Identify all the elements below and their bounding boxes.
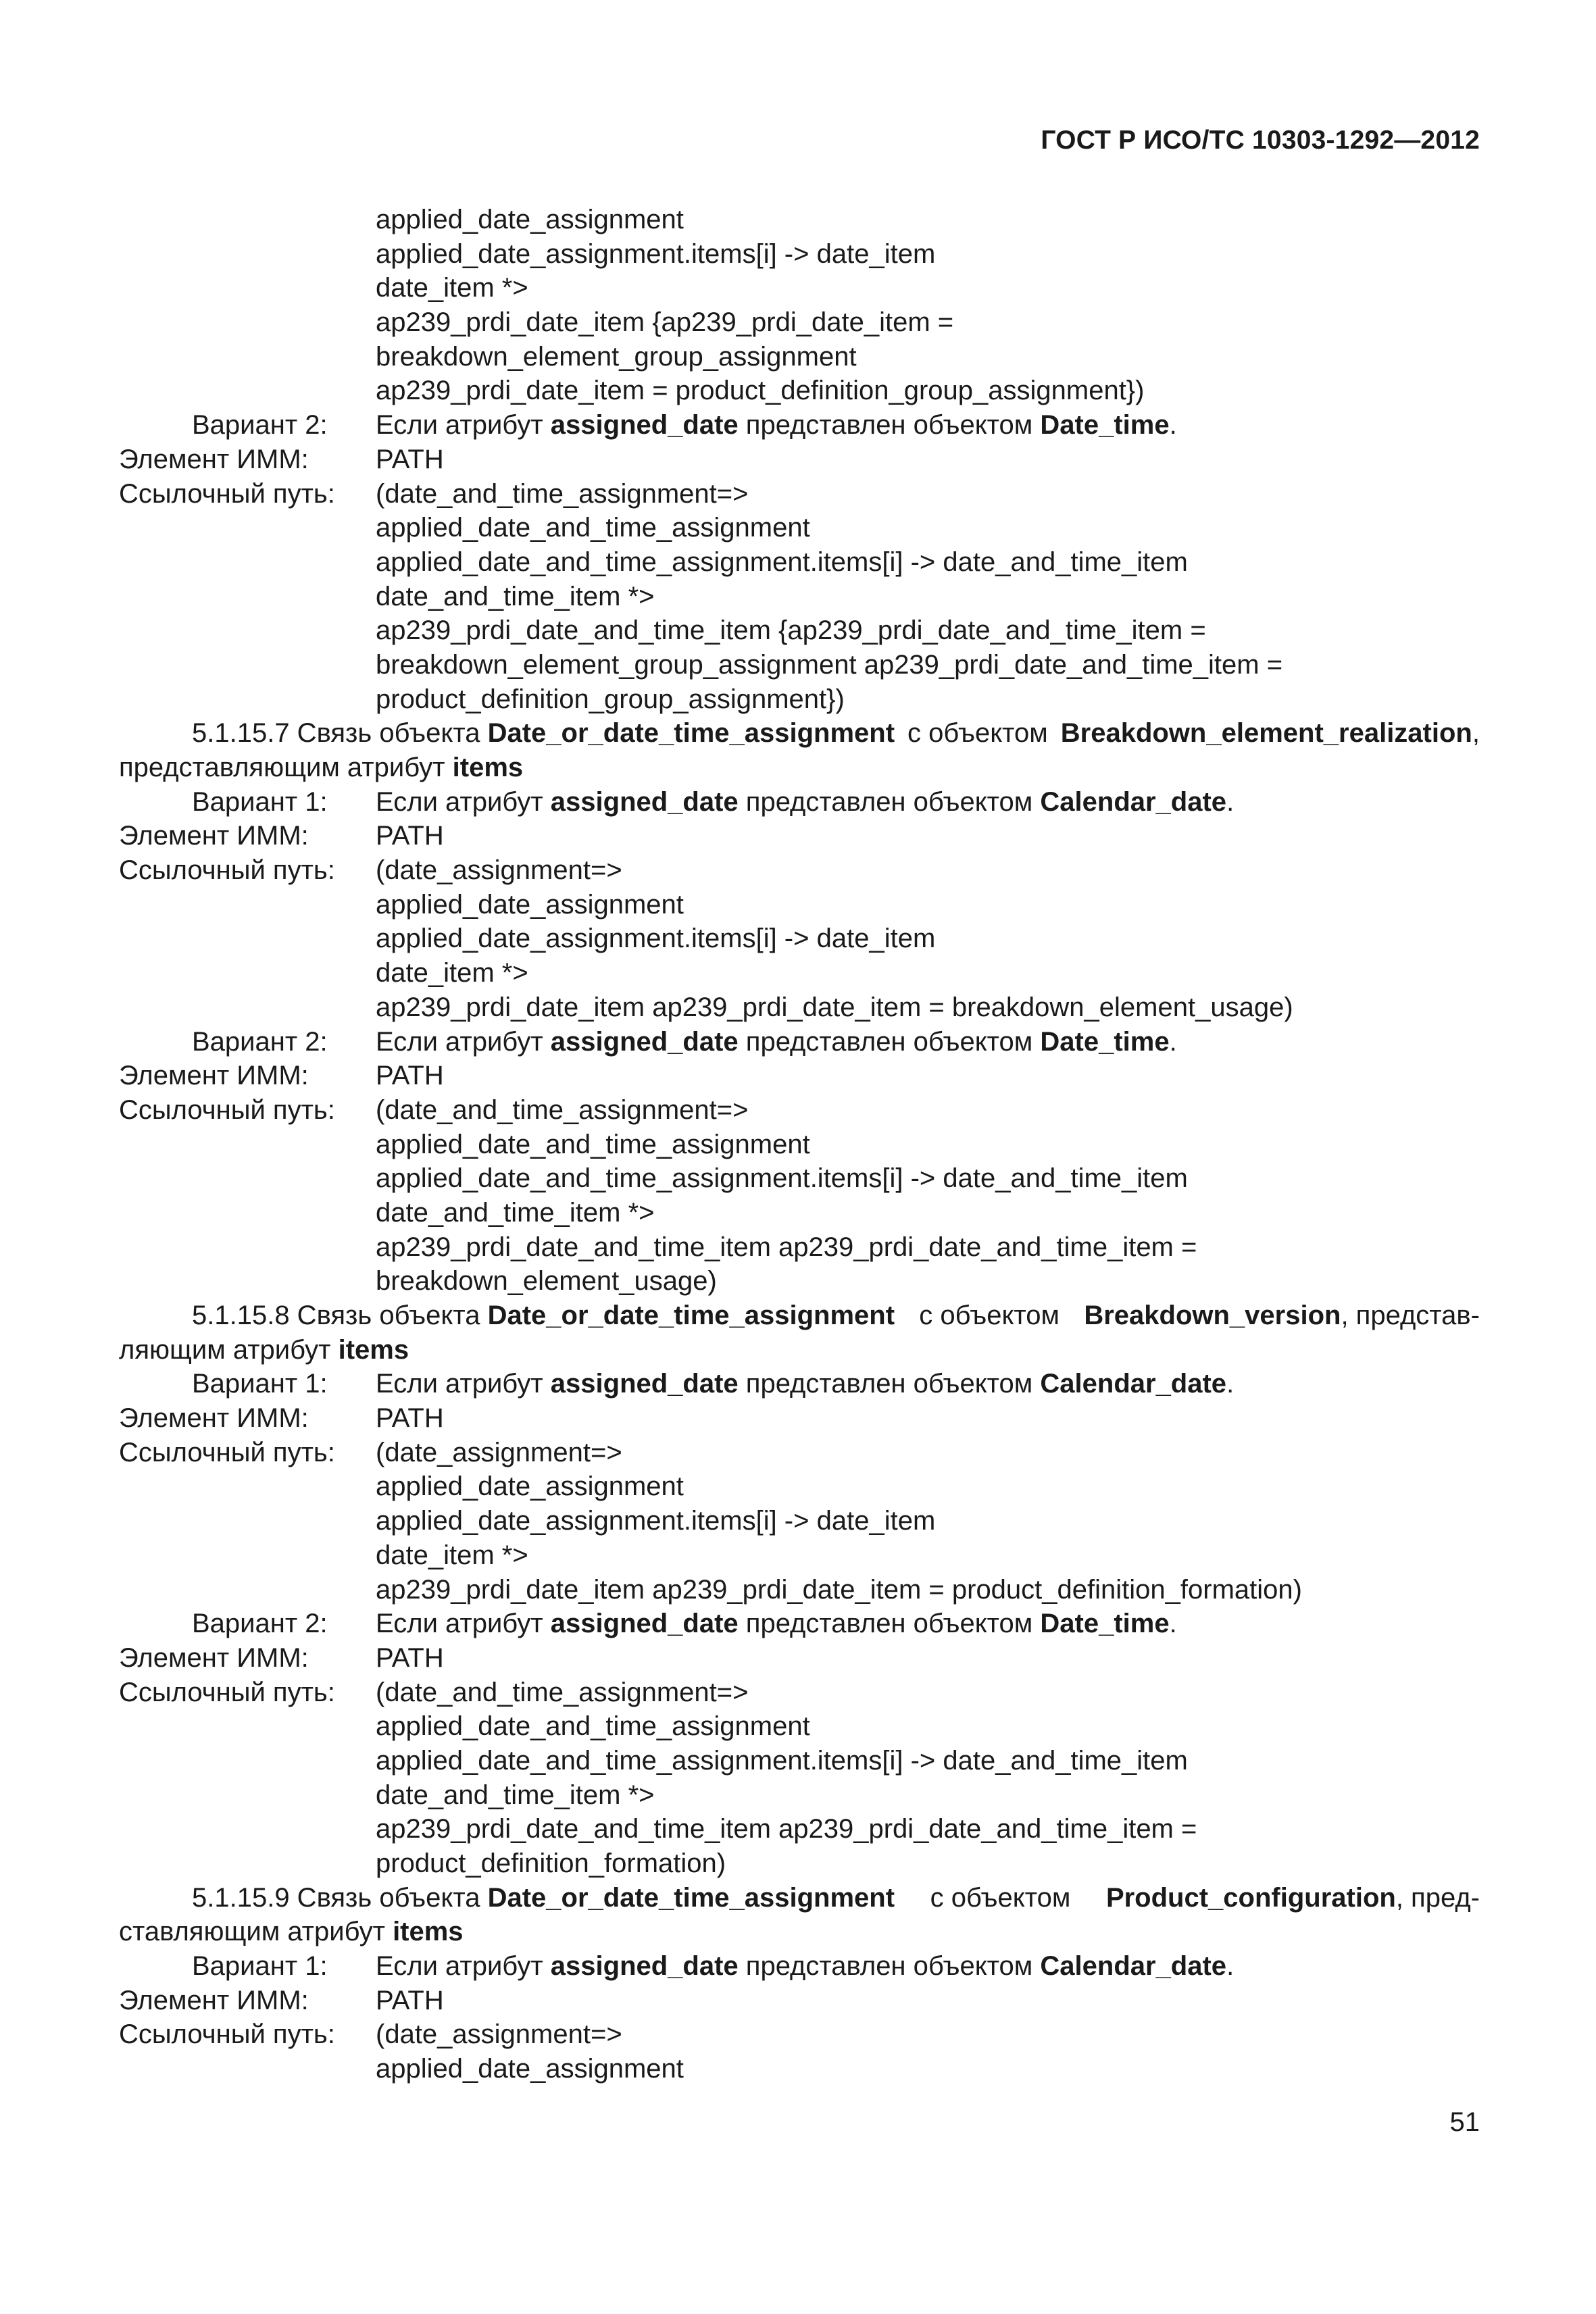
path-line: ap239_prdi_date_item = product_definition_group_assignment})	[376, 376, 1145, 406]
element-row: Элемент ИММ: PATH	[119, 1642, 444, 1673]
path-line: ap239_prdi_date_and_time_item {ap239_prdi_date_and_time_item =	[376, 615, 1206, 646]
section-heading-5-1-15-9: 5.1.15.9 Связь объекта Date_or_date_time_assignment с объектом Product_configuration, пред-	[192, 1882, 1480, 1913]
path-line: applied_date_and_time_assignment	[376, 1129, 810, 1159]
path-line: applied_date_assignment.items[i] -> date_item	[376, 238, 936, 269]
refpath-row: Ссылочный путь: (date_and_time_assignment=>	[119, 478, 749, 509]
path-line: applied_date_assignment	[376, 889, 684, 920]
path-line: breakdown_element_usage)	[376, 1266, 717, 1297]
path-line: applied_date_and_time_assignment	[376, 513, 810, 543]
path-line: ap239_prdi_date_and_time_item ap239_prdi_date_and_time_item =	[376, 1232, 1197, 1262]
section-heading-cont: ляющим атрибут items	[119, 1334, 409, 1365]
refpath-row: Ссылочный путь: (date_assignment=>	[119, 855, 622, 886]
path-line: breakdown_element_group_assignment	[376, 341, 857, 372]
page-number: 51	[1449, 2107, 1480, 2137]
path-line: date_and_time_item *>	[376, 1197, 655, 1228]
path-line: applied_date_and_time_assignment.items[i] -> date_and_time_item	[376, 1163, 1188, 1194]
element-row: Элемент ИММ: PATH	[119, 444, 444, 474]
path-line: date_item *>	[376, 1540, 528, 1570]
refpath-row: Ссылочный путь: (date_and_time_assignment=>	[119, 1095, 749, 1125]
path-line: date_item *>	[376, 273, 528, 303]
variant-row: Вариант 1: Если атрибут assigned_date представлен объектом Calendar_date.	[192, 1951, 1235, 1982]
variant-label: Вариант 2:	[192, 410, 328, 441]
refpath-row: Ссылочный путь: (date_assignment=>	[119, 1437, 622, 1467]
path-line: applied_date_assignment	[376, 1472, 684, 1502]
path-line: applied_date_assignment.items[i] -> date_item	[376, 924, 936, 954]
section-heading-cont: ставляющим атрибут items	[119, 1917, 464, 1947]
path-line: applied_date_assignment	[376, 205, 684, 234]
variant-row: Вариант 2: Если атрибут assigned_date представлен объектом Date_time.	[192, 1609, 1177, 1639]
path-line: breakdown_element_group_assignment ap239_prdi_date_and_time_item =	[376, 649, 1283, 680]
path-line: ap239_prdi_date_item {ap239_prdi_date_item =	[376, 307, 954, 338]
variant-row: Вариант 1: Если атрибут assigned_date представлен объектом Calendar_date.	[192, 1369, 1235, 1399]
path-line: applied_date_assignment	[376, 2054, 684, 2084]
element-row: Элемент ИММ: PATH	[119, 821, 444, 851]
section-heading-cont: представляющим атрибут items	[119, 753, 524, 782]
path-line: ap239_prdi_date_and_time_item ap239_prdi_date_and_time_item =	[376, 1814, 1197, 1844]
path-line: ap239_prdi_date_item ap239_prdi_date_item = product_definition_formation)	[376, 1574, 1302, 1605]
element-row: Элемент ИММ: PATH	[119, 1061, 444, 1091]
path-line: product_definition_formation)	[376, 1848, 726, 1878]
path-line: applied_date_and_time_assignment.items[i] -> date_and_time_item	[376, 547, 1188, 577]
variant-row: Вариант 2: Если атрибут assigned_date представлен объектом Date_time.	[192, 1026, 1177, 1057]
variant-row: Вариант 1: Если атрибут assigned_date представлен объектом Calendar_date.	[192, 786, 1235, 817]
path-line: applied_date_assignment.items[i] -> date_item	[376, 1506, 936, 1536]
section-heading-5-1-15-8: 5.1.15.8 Связь объекта Date_or_date_time_assignment с объектом Breakdown_version, представ-	[192, 1301, 1480, 1330]
element-row: Элемент ИММ: PATH	[119, 1985, 444, 2015]
variant-row: Вариант 2: Если атрибут assigned_date представлен объектом Date_time.	[119, 408, 1480, 443]
path-line: applied_date_and_time_assignment.items[i] -> date_and_time_item	[376, 1745, 1188, 1776]
path-line: applied_date_and_time_assignment	[376, 1711, 810, 1742]
path-line: ap239_prdi_date_item ap239_prdi_date_item = breakdown_element_usage)	[376, 992, 1293, 1022]
path-line: date_and_time_item *>	[376, 1780, 655, 1810]
path-line: date_item *>	[376, 958, 528, 988]
path-line: date_and_time_item *>	[376, 581, 655, 611]
standard-header: ГОСТ Р ИСО/ТС 10303-1292—2012	[1041, 126, 1480, 155]
page-content	[119, 203, 1480, 2086]
element-row: Элемент ИММ: PATH	[119, 1403, 444, 1434]
refpath-row: Ссылочный путь: (date_assignment=>	[119, 2019, 622, 2050]
refpath-row: Ссылочный путь: (date_and_time_assignment=>	[119, 1677, 749, 1707]
path-line: product_definition_group_assignment})	[376, 684, 845, 714]
section-heading-5-1-15-7: 5.1.15.7 Связь объекта Date_or_date_time_assignment с объектом Breakdown_element_realization,	[192, 718, 1480, 749]
